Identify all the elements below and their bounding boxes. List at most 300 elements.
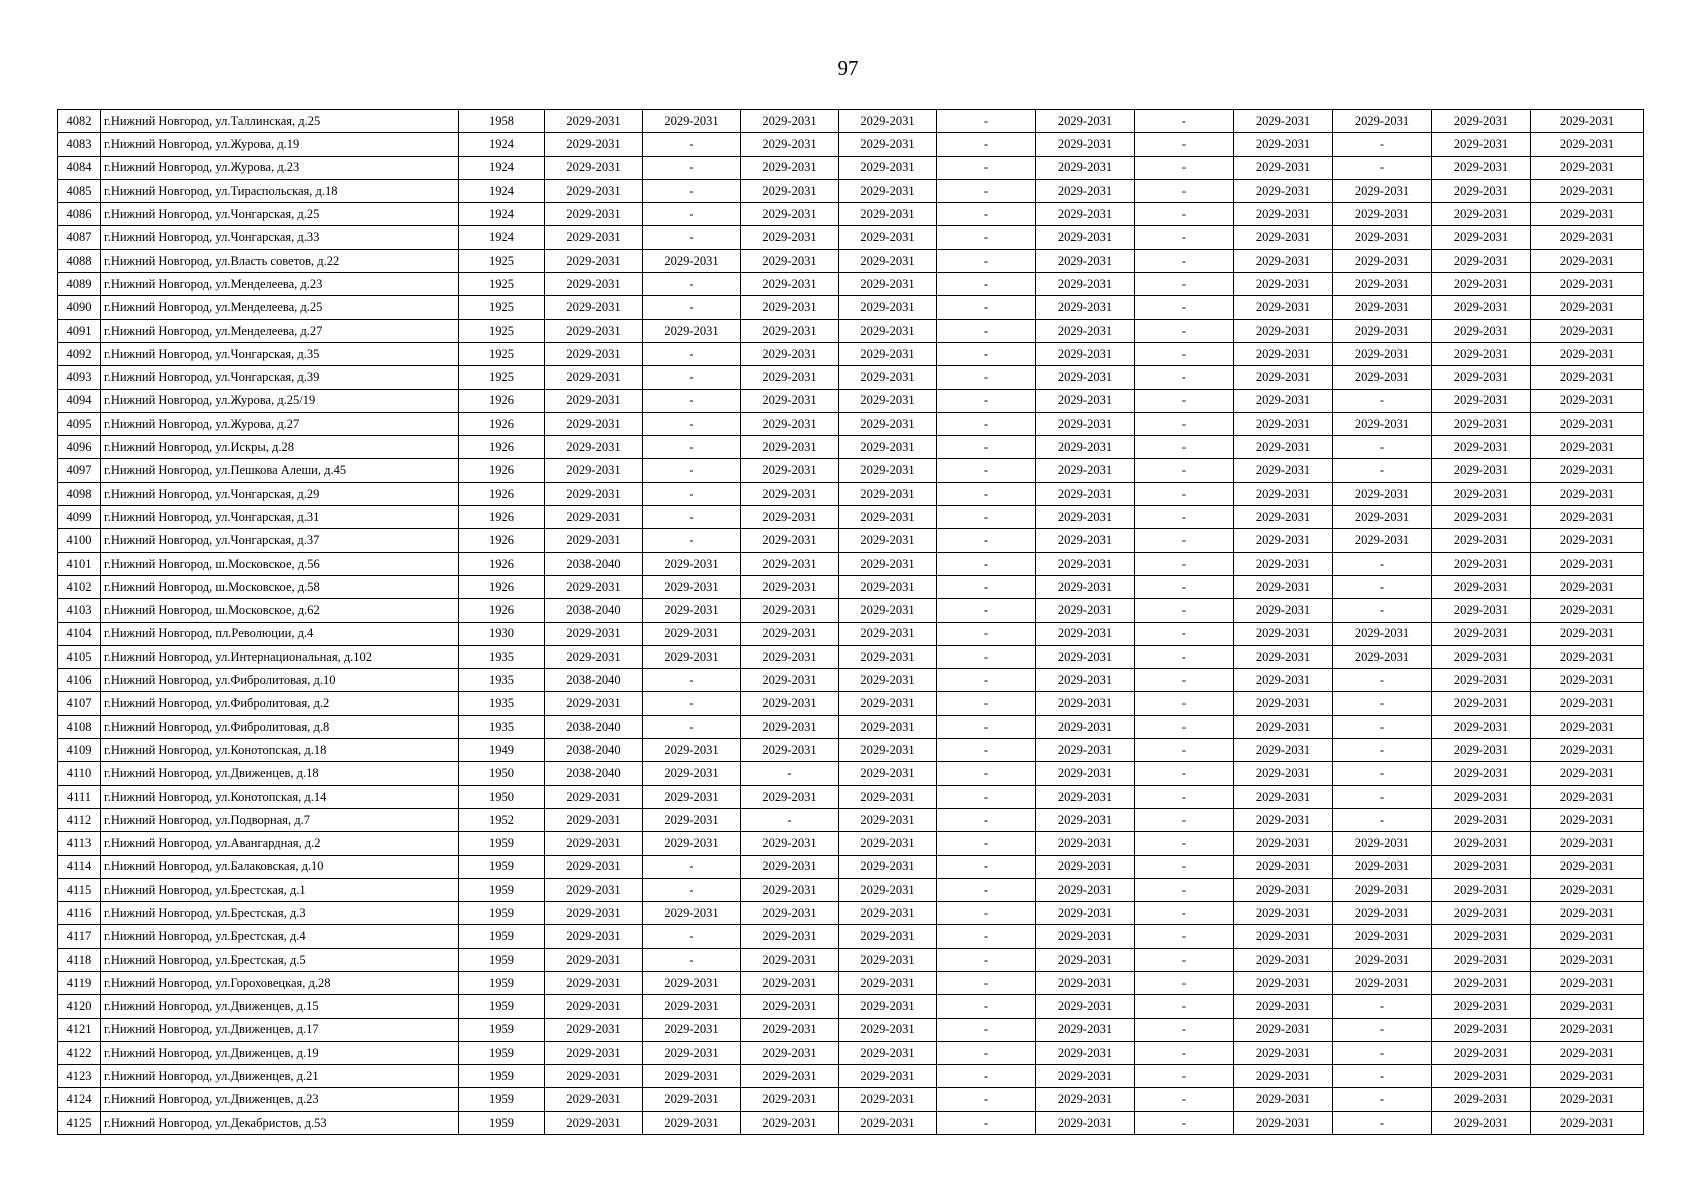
address-cell: г.Нижний Новгород, ул.Гороховецкая, д.28 xyxy=(101,971,459,994)
period-7-cell: - xyxy=(1135,832,1234,855)
period-1-cell: 2029-2031 xyxy=(545,156,643,179)
period-6-cell: 2029-2031 xyxy=(1036,342,1135,365)
period-6-cell: 2029-2031 xyxy=(1036,855,1135,878)
row-number-cell: 4103 xyxy=(58,599,101,622)
period-3-cell: 2029-2031 xyxy=(741,506,839,529)
period-6-cell: 2029-2031 xyxy=(1036,203,1135,226)
period-4-cell: 2029-2031 xyxy=(839,599,937,622)
row-number-cell: 4123 xyxy=(58,1065,101,1088)
period-8-cell: 2029-2031 xyxy=(1234,669,1333,692)
period-5-cell: - xyxy=(937,1018,1036,1041)
period-2-cell: 2029-2031 xyxy=(643,832,741,855)
period-4-cell: 2029-2031 xyxy=(839,436,937,459)
period-3-cell: 2029-2031 xyxy=(741,971,839,994)
period-7-cell: - xyxy=(1135,389,1234,412)
address-cell: г.Нижний Новгород, ул.Журова, д.19 xyxy=(101,133,459,156)
period-7-cell: - xyxy=(1135,203,1234,226)
period-11-cell: 2029-2031 xyxy=(1531,273,1644,296)
period-10-cell: 2029-2031 xyxy=(1432,110,1531,133)
period-1-cell: 2029-2031 xyxy=(545,203,643,226)
row-number-cell: 4093 xyxy=(58,366,101,389)
period-8-cell: 2029-2031 xyxy=(1234,808,1333,831)
period-3-cell: 2029-2031 xyxy=(741,622,839,645)
period-9-cell: - xyxy=(1333,436,1432,459)
period-4-cell: 2029-2031 xyxy=(839,1041,937,1064)
period-8-cell: 2029-2031 xyxy=(1234,110,1333,133)
period-1-cell: 2029-2031 xyxy=(545,995,643,1018)
period-11-cell: 2029-2031 xyxy=(1531,1088,1644,1111)
address-cell: г.Нижний Новгород, ул.Брестская, д.4 xyxy=(101,925,459,948)
period-2-cell: 2029-2031 xyxy=(643,645,741,668)
table-row xyxy=(58,203,1644,226)
period-11-cell: 2029-2031 xyxy=(1531,366,1644,389)
period-11-cell: 2029-2031 xyxy=(1531,389,1644,412)
period-1-cell: 2029-2031 xyxy=(545,575,643,598)
period-1-cell: 2029-2031 xyxy=(545,902,643,925)
period-10-cell: 2029-2031 xyxy=(1432,995,1531,1018)
period-4-cell: 2029-2031 xyxy=(839,156,937,179)
address-cell: г.Нижний Новгород, ш.Московское, д.58 xyxy=(101,575,459,598)
period-9-cell: 2029-2031 xyxy=(1333,226,1432,249)
period-7-cell: - xyxy=(1135,552,1234,575)
period-8-cell: 2029-2031 xyxy=(1234,552,1333,575)
address-cell: г.Нижний Новгород, ул.Подворная, д.7 xyxy=(101,808,459,831)
period-1-cell: 2029-2031 xyxy=(545,133,643,156)
period-8-cell: 2029-2031 xyxy=(1234,1065,1333,1088)
address-cell: г.Нижний Новгород, ул.Конотопская, д.18 xyxy=(101,739,459,762)
period-5-cell: - xyxy=(937,995,1036,1018)
period-5-cell: - xyxy=(937,1088,1036,1111)
period-2-cell: 2029-2031 xyxy=(643,1065,741,1088)
period-3-cell: 2029-2031 xyxy=(741,1111,839,1134)
period-2-cell: - xyxy=(643,296,741,319)
period-4-cell: 2029-2031 xyxy=(839,971,937,994)
period-10-cell: 2029-2031 xyxy=(1432,436,1531,459)
address-cell: г.Нижний Новгород, ул.Авангардная, д.2 xyxy=(101,832,459,855)
period-9-cell: 2029-2031 xyxy=(1333,971,1432,994)
period-3-cell: 2029-2031 xyxy=(741,599,839,622)
period-11-cell: 2029-2031 xyxy=(1531,156,1644,179)
period-9-cell: - xyxy=(1333,1041,1432,1064)
period-4-cell: 2029-2031 xyxy=(839,1111,937,1134)
period-10-cell: 2029-2031 xyxy=(1432,855,1531,878)
period-9-cell: - xyxy=(1333,1111,1432,1134)
period-4-cell: 2029-2031 xyxy=(839,179,937,202)
period-2-cell: - xyxy=(643,366,741,389)
period-8-cell: 2029-2031 xyxy=(1234,389,1333,412)
address-cell: г.Нижний Новгород, ул.Журова, д.25/19 xyxy=(101,389,459,412)
period-3-cell: 2029-2031 xyxy=(741,110,839,133)
period-2-cell: 2029-2031 xyxy=(643,739,741,762)
build-year-cell: 1925 xyxy=(459,273,545,296)
period-2-cell: - xyxy=(643,506,741,529)
table-row xyxy=(58,599,1644,622)
period-1-cell: 2038-2040 xyxy=(545,715,643,738)
period-1-cell: 2029-2031 xyxy=(545,1041,643,1064)
period-3-cell: 2029-2031 xyxy=(741,832,839,855)
row-number-cell: 4106 xyxy=(58,669,101,692)
period-10-cell: 2029-2031 xyxy=(1432,785,1531,808)
period-6-cell: 2029-2031 xyxy=(1036,971,1135,994)
period-9-cell: - xyxy=(1333,599,1432,622)
period-9-cell: 2029-2031 xyxy=(1333,832,1432,855)
period-3-cell: 2029-2031 xyxy=(741,785,839,808)
period-9-cell: 2029-2031 xyxy=(1333,342,1432,365)
period-8-cell: 2029-2031 xyxy=(1234,622,1333,645)
table-row xyxy=(58,482,1644,505)
address-cell: г.Нижний Новгород, ул.Чонгарская, д.33 xyxy=(101,226,459,249)
period-10-cell: 2029-2031 xyxy=(1432,506,1531,529)
period-2-cell: - xyxy=(643,436,741,459)
period-9-cell: - xyxy=(1333,995,1432,1018)
address-cell: г.Нижний Новгород, ул.Власть советов, д.22 xyxy=(101,249,459,272)
row-number-cell: 4100 xyxy=(58,529,101,552)
build-year-cell: 1925 xyxy=(459,366,545,389)
period-6-cell: 2029-2031 xyxy=(1036,1041,1135,1064)
period-9-cell: 2029-2031 xyxy=(1333,878,1432,901)
period-4-cell: 2029-2031 xyxy=(839,506,937,529)
period-11-cell: 2029-2031 xyxy=(1531,203,1644,226)
period-11-cell: 2029-2031 xyxy=(1531,1041,1644,1064)
period-1-cell: 2029-2031 xyxy=(545,645,643,668)
period-6-cell: 2029-2031 xyxy=(1036,1065,1135,1088)
period-4-cell: 2029-2031 xyxy=(839,1018,937,1041)
table-row xyxy=(58,832,1644,855)
period-9-cell: 2029-2031 xyxy=(1333,273,1432,296)
period-11-cell: 2029-2031 xyxy=(1531,855,1644,878)
period-5-cell: - xyxy=(937,971,1036,994)
period-5-cell: - xyxy=(937,1041,1036,1064)
period-5-cell: - xyxy=(937,902,1036,925)
period-5-cell: - xyxy=(937,482,1036,505)
build-year-cell: 1926 xyxy=(459,575,545,598)
table-row xyxy=(58,855,1644,878)
period-11-cell: 2029-2031 xyxy=(1531,342,1644,365)
period-1-cell: 2029-2031 xyxy=(545,436,643,459)
period-10-cell: 2029-2031 xyxy=(1432,366,1531,389)
period-1-cell: 2029-2031 xyxy=(545,319,643,342)
period-4-cell: 2029-2031 xyxy=(839,249,937,272)
period-1-cell: 2029-2031 xyxy=(545,179,643,202)
period-7-cell: - xyxy=(1135,1065,1234,1088)
address-cell: г.Нижний Новгород, ул.Движенцев, д.18 xyxy=(101,762,459,785)
period-10-cell: 2029-2031 xyxy=(1432,459,1531,482)
period-9-cell: 2029-2031 xyxy=(1333,925,1432,948)
period-9-cell: 2029-2031 xyxy=(1333,179,1432,202)
period-2-cell: - xyxy=(643,878,741,901)
period-11-cell: 2029-2031 xyxy=(1531,1065,1644,1088)
period-7-cell: - xyxy=(1135,249,1234,272)
period-11-cell: 2029-2031 xyxy=(1531,971,1644,994)
address-cell: г.Нижний Новгород, ул.Чонгарская, д.35 xyxy=(101,342,459,365)
period-8-cell: 2029-2031 xyxy=(1234,645,1333,668)
period-5-cell: - xyxy=(937,1111,1036,1134)
period-4-cell: 2029-2031 xyxy=(839,1088,937,1111)
period-1-cell: 2029-2031 xyxy=(545,226,643,249)
build-year-cell: 1959 xyxy=(459,1041,545,1064)
period-9-cell: 2029-2031 xyxy=(1333,110,1432,133)
period-7-cell: - xyxy=(1135,319,1234,342)
address-cell: г.Нижний Новгород, ул.Журова, д.27 xyxy=(101,412,459,435)
period-2-cell: 2029-2031 xyxy=(643,599,741,622)
row-number-cell: 4104 xyxy=(58,622,101,645)
period-9-cell: - xyxy=(1333,785,1432,808)
build-year-cell: 1935 xyxy=(459,692,545,715)
row-number-cell: 4087 xyxy=(58,226,101,249)
period-3-cell: 2029-2031 xyxy=(741,575,839,598)
table-row xyxy=(58,506,1644,529)
period-3-cell: 2029-2031 xyxy=(741,226,839,249)
period-2-cell: - xyxy=(643,482,741,505)
period-5-cell: - xyxy=(937,692,1036,715)
period-7-cell: - xyxy=(1135,342,1234,365)
period-6-cell: 2029-2031 xyxy=(1036,715,1135,738)
period-5-cell: - xyxy=(937,273,1036,296)
row-number-cell: 4092 xyxy=(58,342,101,365)
period-3-cell: 2029-2031 xyxy=(741,1041,839,1064)
period-2-cell: 2029-2031 xyxy=(643,1111,741,1134)
period-11-cell: 2029-2031 xyxy=(1531,902,1644,925)
period-6-cell: 2029-2031 xyxy=(1036,319,1135,342)
period-3-cell: 2029-2031 xyxy=(741,739,839,762)
build-year-cell: 1959 xyxy=(459,971,545,994)
period-4-cell: 2029-2031 xyxy=(839,739,937,762)
period-11-cell: 2029-2031 xyxy=(1531,645,1644,668)
row-number-cell: 4086 xyxy=(58,203,101,226)
period-11-cell: 2029-2031 xyxy=(1531,506,1644,529)
period-7-cell: - xyxy=(1135,808,1234,831)
period-7-cell: - xyxy=(1135,855,1234,878)
period-6-cell: 2029-2031 xyxy=(1036,1111,1135,1134)
period-4-cell: 2029-2031 xyxy=(839,669,937,692)
period-3-cell: 2029-2031 xyxy=(741,1018,839,1041)
table-row xyxy=(58,1041,1644,1064)
period-1-cell: 2029-2031 xyxy=(545,971,643,994)
period-6-cell: 2029-2031 xyxy=(1036,412,1135,435)
period-8-cell: 2029-2031 xyxy=(1234,715,1333,738)
build-year-cell: 1926 xyxy=(459,552,545,575)
period-7-cell: - xyxy=(1135,645,1234,668)
row-number-cell: 4088 xyxy=(58,249,101,272)
period-10-cell: 2029-2031 xyxy=(1432,1041,1531,1064)
build-year-cell: 1959 xyxy=(459,1018,545,1041)
period-9-cell: - xyxy=(1333,808,1432,831)
period-8-cell: 2029-2031 xyxy=(1234,832,1333,855)
period-5-cell: - xyxy=(937,762,1036,785)
period-7-cell: - xyxy=(1135,156,1234,179)
period-7-cell: - xyxy=(1135,715,1234,738)
period-3-cell: 2029-2031 xyxy=(741,645,839,668)
period-8-cell: 2029-2031 xyxy=(1234,575,1333,598)
build-year-cell: 1950 xyxy=(459,785,545,808)
table-row xyxy=(58,459,1644,482)
period-3-cell: 2029-2031 xyxy=(741,1065,839,1088)
period-6-cell: 2029-2031 xyxy=(1036,249,1135,272)
period-3-cell: - xyxy=(741,808,839,831)
period-1-cell: 2029-2031 xyxy=(545,925,643,948)
row-number-cell: 4110 xyxy=(58,762,101,785)
period-4-cell: 2029-2031 xyxy=(839,785,937,808)
period-6-cell: 2029-2031 xyxy=(1036,575,1135,598)
period-1-cell: 2029-2031 xyxy=(545,459,643,482)
period-1-cell: 2029-2031 xyxy=(545,692,643,715)
period-10-cell: 2029-2031 xyxy=(1432,342,1531,365)
period-4-cell: 2029-2031 xyxy=(839,715,937,738)
period-9-cell: 2029-2031 xyxy=(1333,948,1432,971)
build-year-cell: 1959 xyxy=(459,1065,545,1088)
table-row xyxy=(58,296,1644,319)
period-3-cell: 2029-2031 xyxy=(741,878,839,901)
period-3-cell: - xyxy=(741,762,839,785)
period-1-cell: 2038-2040 xyxy=(545,552,643,575)
address-cell: г.Нижний Новгород, ул.Менделеева, д.25 xyxy=(101,296,459,319)
period-8-cell: 2029-2031 xyxy=(1234,1088,1333,1111)
period-5-cell: - xyxy=(937,1065,1036,1088)
row-number-cell: 4084 xyxy=(58,156,101,179)
period-3-cell: 2029-2031 xyxy=(741,319,839,342)
row-number-cell: 4111 xyxy=(58,785,101,808)
period-2-cell: - xyxy=(643,342,741,365)
period-6-cell: 2029-2031 xyxy=(1036,948,1135,971)
table-row xyxy=(58,1111,1644,1134)
period-7-cell: - xyxy=(1135,995,1234,1018)
table-row xyxy=(58,878,1644,901)
period-6-cell: 2029-2031 xyxy=(1036,156,1135,179)
period-9-cell: 2029-2031 xyxy=(1333,902,1432,925)
period-11-cell: 2029-2031 xyxy=(1531,319,1644,342)
period-5-cell: - xyxy=(937,808,1036,831)
period-9-cell: - xyxy=(1333,389,1432,412)
address-cell: г.Нижний Новгород, ул.Чонгарская, д.29 xyxy=(101,482,459,505)
build-year-cell: 1926 xyxy=(459,389,545,412)
period-8-cell: 2029-2031 xyxy=(1234,692,1333,715)
period-3-cell: 2029-2031 xyxy=(741,692,839,715)
period-7-cell: - xyxy=(1135,412,1234,435)
table-row xyxy=(58,179,1644,202)
period-3-cell: 2029-2031 xyxy=(741,948,839,971)
period-4-cell: 2029-2031 xyxy=(839,459,937,482)
period-5-cell: - xyxy=(937,342,1036,365)
period-4-cell: 2029-2031 xyxy=(839,366,937,389)
build-year-cell: 1924 xyxy=(459,179,545,202)
address-cell: г.Нижний Новгород, ш.Московское, д.56 xyxy=(101,552,459,575)
period-11-cell: 2029-2031 xyxy=(1531,1111,1644,1134)
period-7-cell: - xyxy=(1135,529,1234,552)
period-3-cell: 2029-2031 xyxy=(741,459,839,482)
build-year-cell: 1959 xyxy=(459,925,545,948)
address-cell: г.Нижний Новгород, ул.Балаковская, д.10 xyxy=(101,855,459,878)
period-5-cell: - xyxy=(937,110,1036,133)
page-number: 97 xyxy=(837,56,859,80)
build-year-cell: 1959 xyxy=(459,878,545,901)
period-4-cell: 2029-2031 xyxy=(839,925,937,948)
period-8-cell: 2029-2031 xyxy=(1234,156,1333,179)
period-9-cell: - xyxy=(1333,739,1432,762)
period-4-cell: 2029-2031 xyxy=(839,552,937,575)
period-8-cell: 2029-2031 xyxy=(1234,249,1333,272)
table-row xyxy=(58,249,1644,272)
period-6-cell: 2029-2031 xyxy=(1036,925,1135,948)
row-number-cell: 4094 xyxy=(58,389,101,412)
address-cell: г.Нижний Новгород, ул.Движенцев, д.19 xyxy=(101,1041,459,1064)
period-7-cell: - xyxy=(1135,971,1234,994)
period-8-cell: 2029-2031 xyxy=(1234,785,1333,808)
table-row xyxy=(58,948,1644,971)
period-3-cell: 2029-2031 xyxy=(741,179,839,202)
period-8-cell: 2029-2031 xyxy=(1234,319,1333,342)
period-7-cell: - xyxy=(1135,436,1234,459)
period-7-cell: - xyxy=(1135,226,1234,249)
address-cell: г.Нижний Новгород, ул.Движенцев, д.17 xyxy=(101,1018,459,1041)
period-9-cell: 2029-2031 xyxy=(1333,506,1432,529)
period-8-cell: 2029-2031 xyxy=(1234,506,1333,529)
period-6-cell: 2029-2031 xyxy=(1036,739,1135,762)
table-row xyxy=(58,156,1644,179)
period-7-cell: - xyxy=(1135,878,1234,901)
period-7-cell: - xyxy=(1135,902,1234,925)
period-4-cell: 2029-2031 xyxy=(839,995,937,1018)
period-3-cell: 2029-2031 xyxy=(741,203,839,226)
row-number-cell: 4119 xyxy=(58,971,101,994)
period-8-cell: 2029-2031 xyxy=(1234,948,1333,971)
period-2-cell: - xyxy=(643,412,741,435)
period-3-cell: 2029-2031 xyxy=(741,669,839,692)
row-number-cell: 4109 xyxy=(58,739,101,762)
period-6-cell: 2029-2031 xyxy=(1036,366,1135,389)
period-8-cell: 2029-2031 xyxy=(1234,1111,1333,1134)
period-6-cell: 2029-2031 xyxy=(1036,482,1135,505)
period-10-cell: 2029-2031 xyxy=(1432,529,1531,552)
row-number-cell: 4114 xyxy=(58,855,101,878)
period-2-cell: - xyxy=(643,459,741,482)
period-7-cell: - xyxy=(1135,692,1234,715)
table-row xyxy=(58,319,1644,342)
period-10-cell: 2029-2031 xyxy=(1432,482,1531,505)
row-number-cell: 4101 xyxy=(58,552,101,575)
period-11-cell: 2029-2031 xyxy=(1531,226,1644,249)
period-7-cell: - xyxy=(1135,296,1234,319)
period-5-cell: - xyxy=(937,133,1036,156)
period-4-cell: 2029-2031 xyxy=(839,808,937,831)
period-2-cell: 2029-2031 xyxy=(643,1088,741,1111)
period-9-cell: 2029-2031 xyxy=(1333,622,1432,645)
table-row xyxy=(58,995,1644,1018)
period-1-cell: 2029-2031 xyxy=(545,389,643,412)
period-8-cell: 2029-2031 xyxy=(1234,273,1333,296)
period-2-cell: 2029-2031 xyxy=(643,1018,741,1041)
address-cell: г.Нижний Новгород, ул.Менделеева, д.27 xyxy=(101,319,459,342)
build-year-cell: 1926 xyxy=(459,459,545,482)
period-2-cell: - xyxy=(643,692,741,715)
table-row xyxy=(58,1065,1644,1088)
table-row xyxy=(58,412,1644,435)
period-7-cell: - xyxy=(1135,1041,1234,1064)
period-5-cell: - xyxy=(937,366,1036,389)
period-1-cell: 2038-2040 xyxy=(545,669,643,692)
period-8-cell: 2029-2031 xyxy=(1234,902,1333,925)
period-9-cell: - xyxy=(1333,762,1432,785)
period-5-cell: - xyxy=(937,552,1036,575)
period-6-cell: 2029-2031 xyxy=(1036,179,1135,202)
table-row xyxy=(58,715,1644,738)
build-year-cell: 1926 xyxy=(459,529,545,552)
period-10-cell: 2029-2031 xyxy=(1432,948,1531,971)
period-11-cell: 2029-2031 xyxy=(1531,762,1644,785)
period-7-cell: - xyxy=(1135,506,1234,529)
row-number-cell: 4107 xyxy=(58,692,101,715)
build-year-cell: 1949 xyxy=(459,739,545,762)
address-cell: г.Нижний Новгород, ул.Брестская, д.5 xyxy=(101,948,459,971)
